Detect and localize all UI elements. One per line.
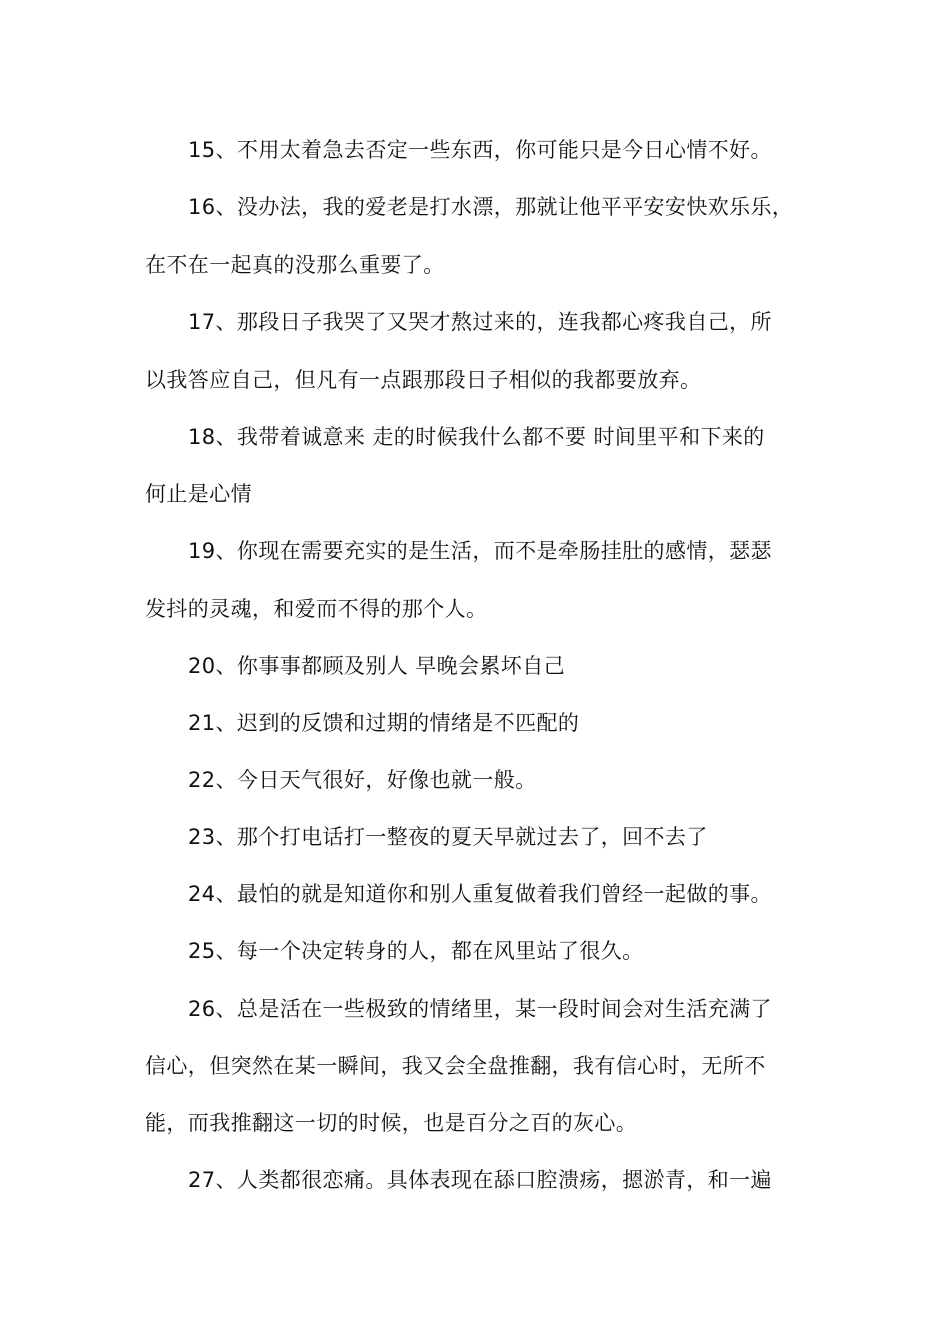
text-line-26-cont: 信心，但突然在某一瞬间，我又会全盘推翻，我有信心时，无所不 [145,1054,766,1078]
text-line-15: 15、不用太着急去否定一些东西，你可能只是今日心情不好。 [188,138,772,162]
text-line-23: 23、那个打电话打一整夜的夏天早就过去了，回不去了 [188,825,708,849]
text-line-22: 22、今日天气很好，好像也就一般。 [188,768,537,792]
text-line-18-cont: 何止是心情 [145,482,252,506]
text-line-18: 18、我带着诚意来 走的时候我什么都不要 时间里平和下来的 [188,425,765,449]
text-line-26: 26、总是活在一些极致的情绪里，某一段时间会对生活充满了 [188,997,772,1021]
text-line-21: 21、迟到的反馈和过期的情绪是不匹配的 [188,711,580,735]
text-line-26-cont: 能，而我推翻这一切的时候，也是百分之百的灰心。 [145,1111,638,1135]
text-line-19-cont: 发抖的灵魂，和爱而不得的那个人。 [145,597,488,621]
text-line-20: 20、你事事都顾及别人 早晚会累坏自己 [188,654,565,678]
text-line-16-cont: 在不在一起真的没那么重要了。 [145,253,445,277]
text-line-17-cont: 以我答应自己，但凡有一点跟那段日子相似的我都要放弃。 [145,368,702,392]
text-line-24: 24、最怕的就是知道你和别人重复做着我们曾经一起做的事。 [188,882,772,906]
text-line-17: 17、那段日子我哭了又哭才熬过来的，连我都心疼我自己，所 [188,310,772,334]
text-line-25: 25、每一个决定转身的人，都在风里站了很久。 [188,939,644,963]
text-line-16: 16、没办法，我的爱老是打水漂，那就让他平平安安快欢乐乐， [188,195,794,219]
text-line-27: 27、人类都很恋痛。具体表现在舔口腔溃疡，摁淤青，和一遍 [188,1168,772,1192]
text-line-19: 19、你现在需要充实的是生活，而不是牵肠挂肚的感情，瑟瑟 [188,539,772,563]
